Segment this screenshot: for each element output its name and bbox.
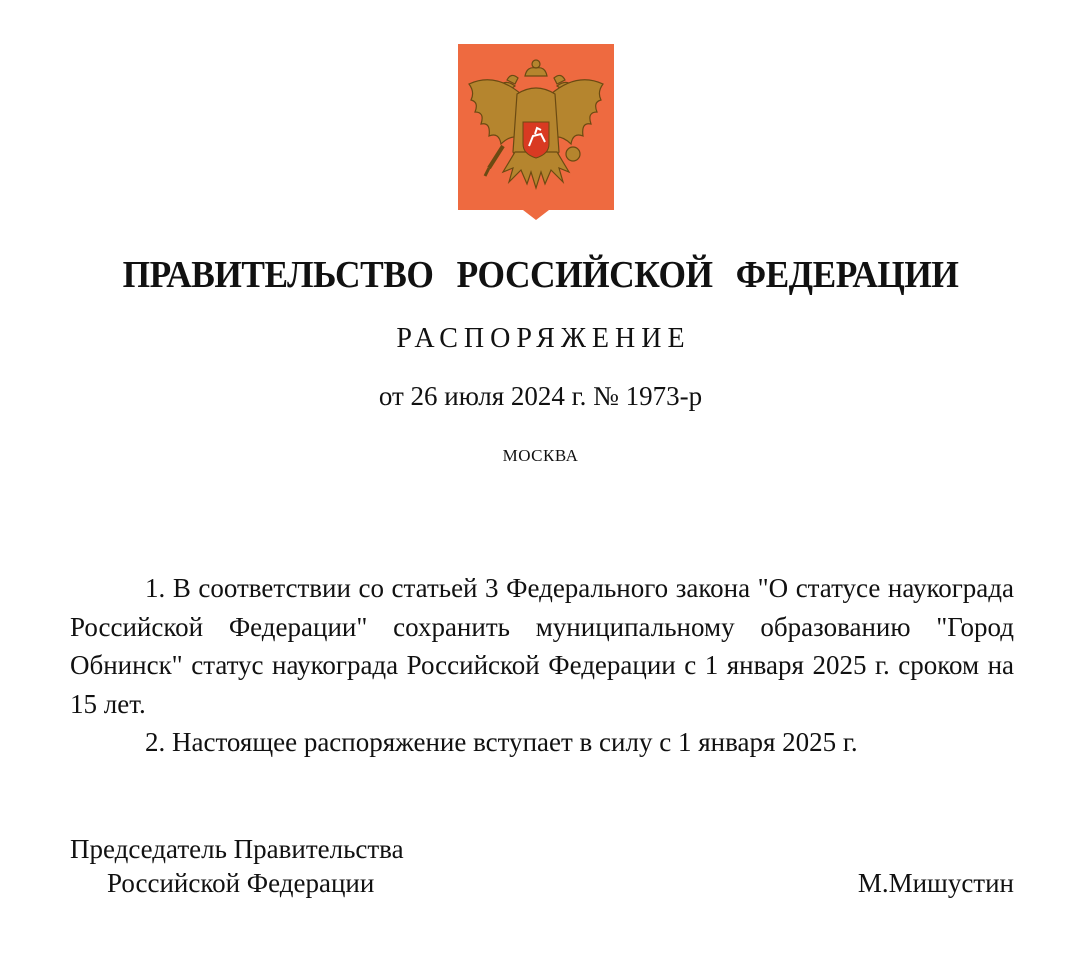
document-date-number: от 26 июля 2024 г. № 1973-р bbox=[378, 381, 703, 411]
signatory-position-line-2: Российской Федерации bbox=[107, 868, 375, 898]
signature-block bbox=[70, 832, 1014, 900]
government-title: ПРАВИТЕЛЬСТВО РОССИЙСКОЙ ФЕДЕРАЦИИ bbox=[122, 254, 959, 296]
document-city: МОСКВА bbox=[502, 446, 579, 465]
document-body bbox=[70, 569, 1014, 762]
paragraph-2: 2. Настоящее распоряжение вступает в силу с 1 января 2025 г. bbox=[145, 727, 858, 757]
paragraph-1: 1. В соответствии со статьей 3 Федерального закона "О статусе наукограда Российской Федерации" сохранить муниципальному образованию "Город Обнинск" статус наукограда Российской Федерации с 1 января 2025 г. сроком на 15 лет. bbox=[70, 573, 1014, 719]
signatory-position-line-1: Председатель Правительства bbox=[70, 834, 404, 864]
signatory-name: М.Мишустин bbox=[857, 868, 1014, 898]
coat-of-arms-icon bbox=[455, 42, 617, 222]
document-type: РАСПОРЯЖЕНИЕ bbox=[396, 323, 691, 354]
